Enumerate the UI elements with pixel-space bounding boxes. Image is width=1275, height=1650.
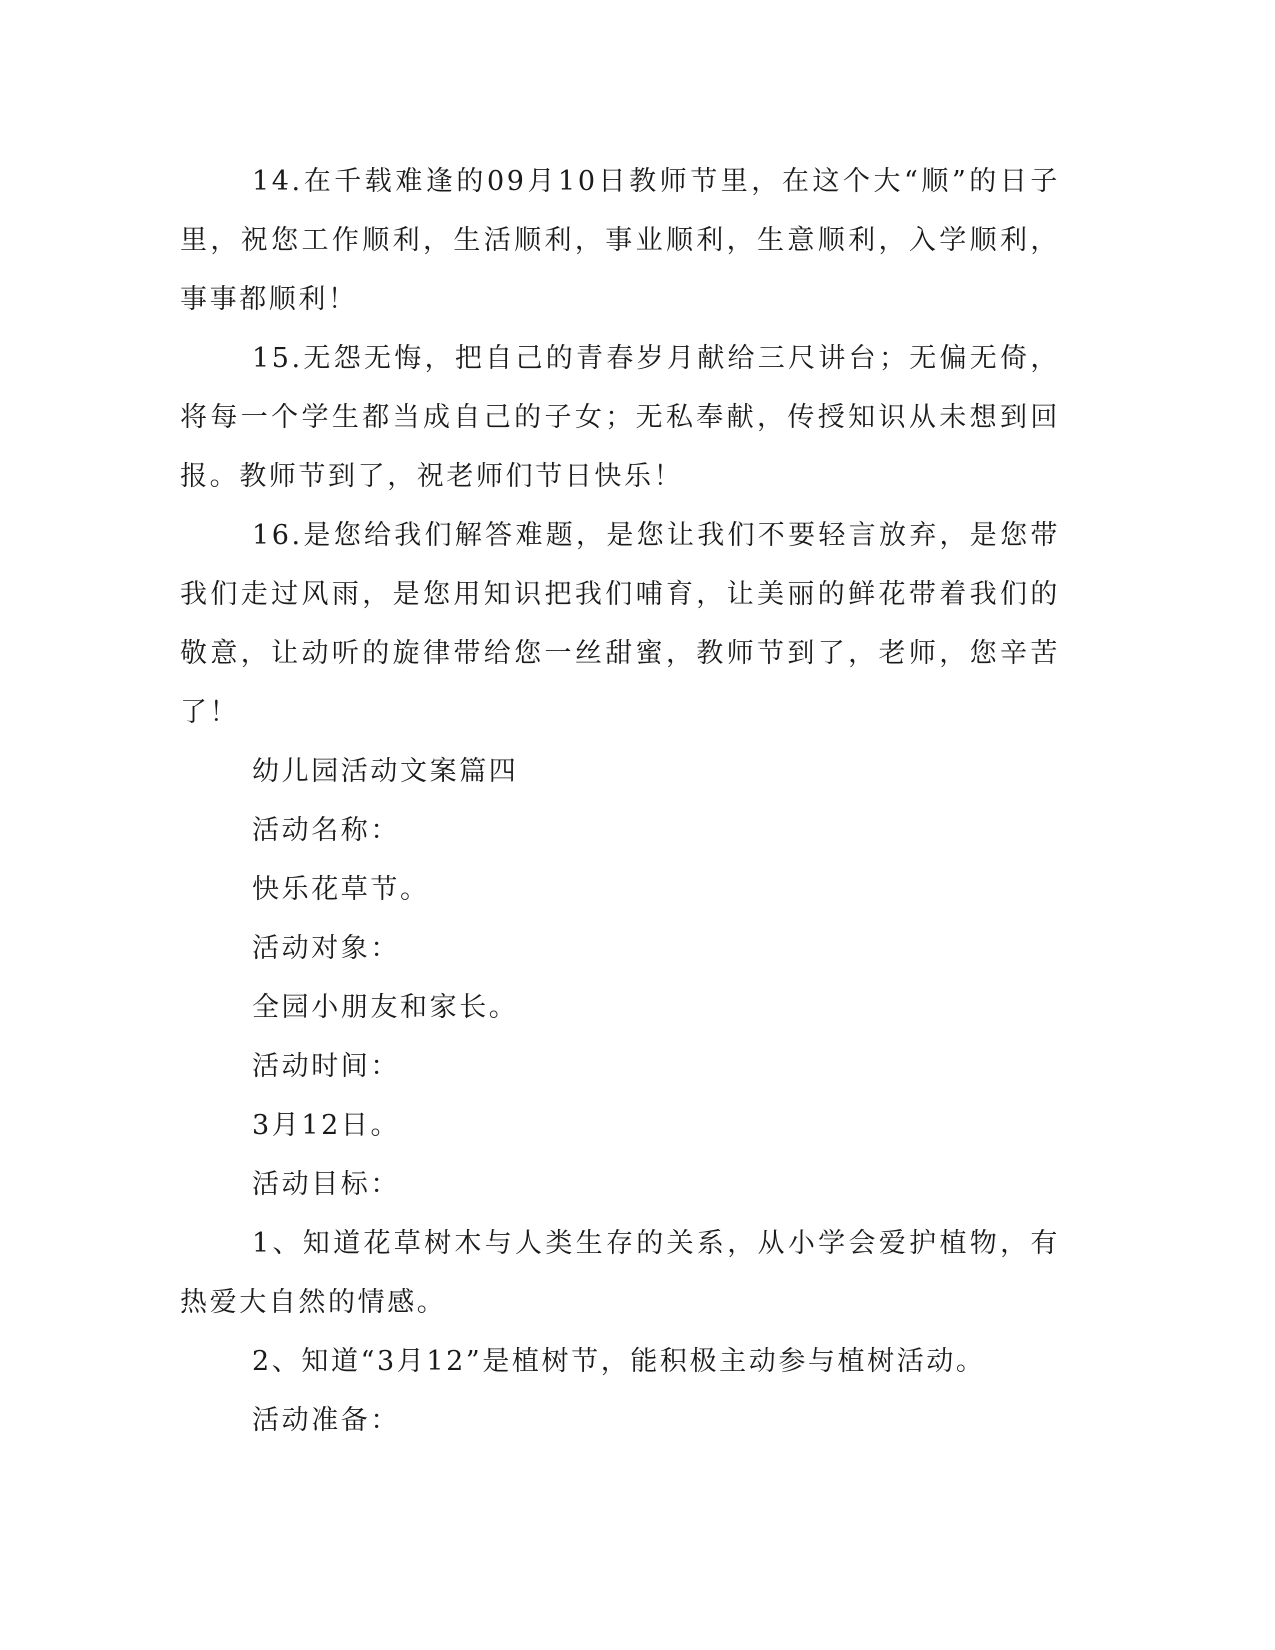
paragraph-blessing-14: 14.在千载难逢的09月10日教师节里，在这个大“顺”的日子里，祝您工作顺利，生活顺利，事业顺利，生意顺利，入学顺利，事事都顺利！ [180, 166, 1060, 315]
paragraph-blessing-15: 15.无怨无悔，把自己的青春岁月献给三尺讲台；无偏无倚，将每一个学生都当成自己的子女；无私奉献，传授知识从未想到回报。教师节到了，祝老师们节日快乐！ [180, 343, 1060, 492]
document-page [180, 152, 1060, 1450]
goal-item-2: 2、知道“3月12”是植树节，能积极主动参与植树活动。 [252, 1346, 986, 1377]
value-activity-name: 快乐花草节。 [252, 874, 430, 905]
value-activity-time: 3月12日。 [252, 1110, 401, 1141]
value-activity-target: 全园小朋友和家长。 [252, 992, 519, 1023]
label-activity-target: 活动对象： [252, 933, 400, 964]
label-activity-time: 活动时间： [252, 1051, 400, 1082]
goal-item-1: 1、知道花草树木与人类生存的关系，从小学会爱护植物，有热爱大自然的情感。 [180, 1228, 1060, 1318]
label-activity-name: 活动名称： [252, 815, 400, 846]
label-activity-goals: 活动目标： [252, 1169, 400, 1200]
paragraph-blessing-16: 16.是您给我们解答难题，是您让我们不要轻言放弃，是您带我们走过风雨，是您用知识把我们哺育，让美丽的鲜花带着我们的敬意，让动听的旋律带给您一丝甜蜜，教师节到了，老师，您辛苦了！ [180, 520, 1060, 728]
label-activity-preparation: 活动准备： [252, 1405, 400, 1436]
section-heading: 幼儿园活动文案篇四 [252, 756, 519, 787]
